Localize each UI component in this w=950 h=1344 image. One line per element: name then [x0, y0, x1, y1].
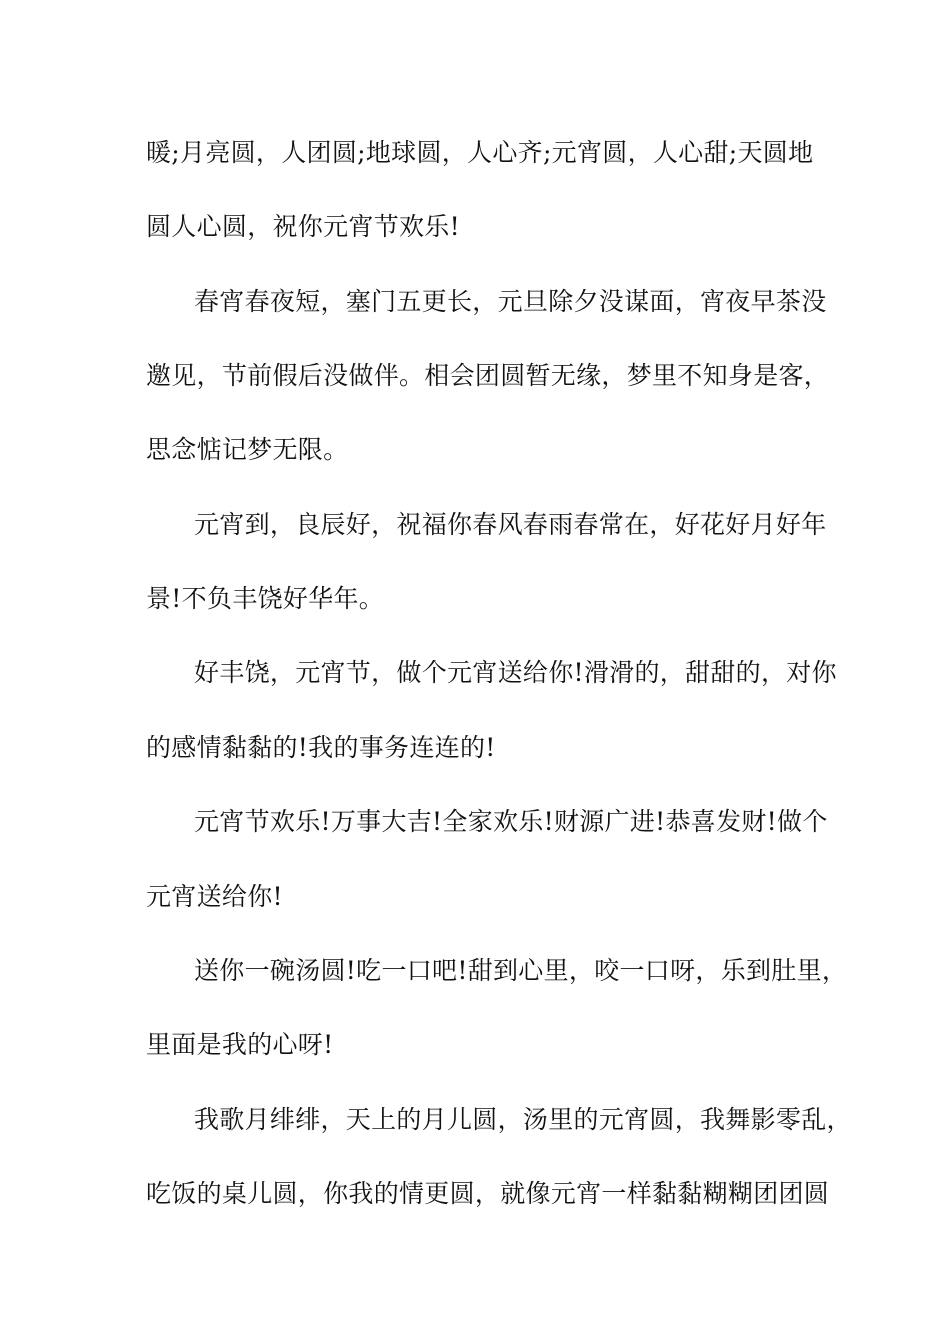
text-line: 邀见，节前假后没做伴。相会团圆暂无缘，梦里不知身是客， — [146, 361, 830, 390]
text-line: 圆人心圆，祝你元宵节欢乐! — [146, 212, 460, 241]
paragraph-first-line: 元宵节欢乐!万事大吉!全家欢乐!财源广进!恭喜发财!做个 — [194, 807, 828, 836]
paragraph-first-line: 我歌月绯绯，天上的月儿圆，汤里的元宵圆，我舞影零乱， — [194, 1105, 852, 1134]
text-line: 暖;月亮圆，人团圆;地球圆，人心齐;元宵圆，人心甜;天圆地 — [146, 138, 814, 167]
text-line: 思念惦记梦无限。 — [146, 435, 349, 464]
paragraph-first-line: 元宵到，良辰好，祝福你春风春雨春常在，好花好月好年 — [194, 510, 827, 539]
text-line: 景!不负丰饶好华年。 — [146, 584, 385, 613]
text-line: 里面是我的心呀! — [146, 1030, 334, 1059]
paragraph-first-line: 送你一碗汤圆!吃一口吧!甜到心里，咬一口呀，乐到肚里， — [194, 956, 848, 985]
paragraph-first-line: 好丰饶，元宵节，做个元宵送给你!滑滑的，甜甜的，对你 — [194, 658, 837, 687]
text-line: 的感情黏黏的!我的事务连连的! — [146, 733, 496, 762]
text-line: 元宵送给你! — [146, 882, 283, 911]
paragraph-first-line: 春宵春夜短，塞门五更长，元旦除夕没谋面，宵夜早茶没 — [194, 287, 827, 316]
text-line: 吃饭的桌儿圆，你我的情更圆，就像元宵一样黏黏糊糊团团圆 — [146, 1179, 830, 1208]
